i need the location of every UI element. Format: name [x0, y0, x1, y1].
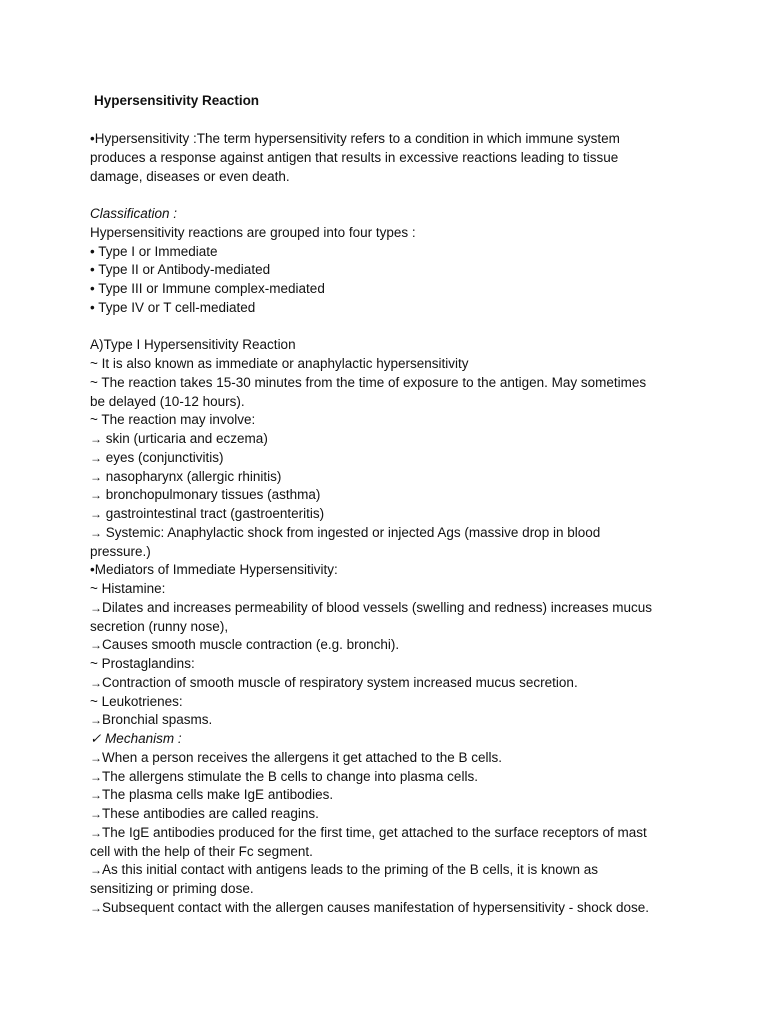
- arrow-icon: →: [90, 769, 102, 784]
- text-line: [90, 505, 690, 524]
- line-text: nasopharynx (allergic rhinitis): [102, 468, 282, 484]
- line-text: • Type III or Immune complex-mediated: [90, 281, 325, 296]
- line-text: • Type I or Immediate: [90, 243, 218, 259]
- line-text: be delayed (10-12 hours).: [90, 393, 245, 409]
- line-text: Hypersensitivity reactions are grouped into four types :: [90, 224, 416, 240]
- arrow-icon: →: [90, 807, 102, 821]
- arrow-icon: →: [90, 450, 102, 465]
- text-line: [90, 280, 690, 299]
- line-text: sensitizing or priming dose.: [90, 881, 254, 896]
- text-line: [90, 149, 690, 168]
- text-line: [90, 430, 690, 449]
- text-line: [90, 205, 690, 224]
- line-text: A)Type I Hypersensitivity Reaction: [90, 337, 296, 353]
- text-line: [90, 899, 690, 918]
- text-line: [90, 261, 690, 280]
- text-line: [90, 749, 690, 768]
- line-text: cell with the help of their Fc segment.: [90, 843, 313, 859]
- line-text: ~ It is also known as immediate or anaphylactic hypersensitivity: [90, 356, 469, 371]
- text-line: [90, 449, 690, 468]
- text-line: [90, 655, 690, 674]
- line-text: skin (urticaria and eczema): [102, 431, 268, 446]
- arrow-icon: →: [90, 507, 102, 521]
- line-text: The allergens stimulate the B cells to change into plasma cells.: [102, 768, 478, 784]
- text-line: [90, 486, 690, 505]
- line-text: damage, diseases or even death.: [90, 168, 290, 184]
- arrow-icon: →: [90, 713, 102, 728]
- text-line: [90, 580, 690, 599]
- line-text: Bronchial spasms.: [102, 712, 213, 728]
- text-line: [90, 168, 690, 187]
- line-text: These antibodies are called reagins.: [102, 806, 319, 821]
- arrow-icon: →: [90, 825, 102, 840]
- line-text: Dilates and increases permeability of blood vessels (swelling and redness) increases mucus: [102, 599, 653, 615]
- text-line: [90, 411, 690, 430]
- line-text: Contraction of smooth muscle of respiratory system increased mucus secretion.: [102, 674, 578, 690]
- line-text: ✓ Mechanism :: [90, 731, 182, 746]
- line-text: Subsequent contact with the allergen causes manifestation of hypersensitivity - shock dose.: [102, 899, 650, 915]
- arrow-icon: →: [90, 638, 102, 653]
- line-text: ~ The reaction may involve:: [90, 412, 256, 428]
- line-text: ~ Leukotrienes:: [90, 693, 183, 709]
- text-line: [90, 618, 690, 637]
- line-text: produces a response against antigen that results in excessive reactions leading to tissue: [90, 149, 619, 165]
- text-line: [90, 824, 690, 843]
- paragraph-gap: [90, 318, 690, 337]
- arrow-icon: →: [90, 750, 102, 765]
- text-line: [90, 711, 690, 730]
- text-line: [90, 543, 690, 562]
- arrow-icon: →: [90, 900, 102, 915]
- text-line: [90, 730, 690, 749]
- line-text: eyes (conjunctivitis): [102, 449, 224, 465]
- line-text: When a person receives the allergens it get attached to the B cells.: [102, 749, 502, 765]
- document-body: [90, 130, 690, 918]
- text-line: [90, 336, 690, 355]
- text-line: [90, 561, 690, 580]
- text-line: [90, 674, 690, 693]
- text-line: [90, 393, 690, 412]
- document-title: Hypersensitivity Reaction: [94, 93, 260, 108]
- line-text: pressure.): [90, 543, 151, 559]
- text-line: [90, 768, 690, 787]
- line-text: Classification :: [90, 206, 178, 221]
- text-line: [90, 224, 690, 243]
- arrow-icon: →: [90, 525, 102, 540]
- text-line: [90, 599, 690, 618]
- line-text: •Mediators of Immediate Hypersensitivity:: [90, 562, 338, 578]
- text-line: [90, 843, 690, 862]
- text-line: [90, 636, 690, 655]
- arrow-icon: →: [90, 469, 102, 484]
- arrow-icon: →: [90, 600, 102, 615]
- line-text: • Type II or Antibody-mediated: [90, 262, 271, 278]
- arrow-icon: →: [90, 788, 102, 803]
- text-line: [90, 861, 690, 880]
- line-text: bronchopulmonary tissues (asthma): [102, 487, 321, 503]
- text-line: [90, 243, 690, 262]
- line-text: ~ Prostaglandins:: [90, 656, 195, 671]
- line-text: As this initial contact with antigens leads to the priming of the B cells, it is known as: [102, 862, 598, 878]
- line-text: gastrointestinal tract (gastroenteritis): [102, 506, 325, 521]
- line-text: Causes smooth muscle contraction (e.g. bronchi).: [102, 637, 400, 653]
- line-text: The plasma cells make IgE antibodies.: [102, 787, 334, 803]
- line-text: Systemic: Anaphylactic shock from ingested or injected Ags (massive drop in blood: [102, 524, 601, 540]
- text-line: [90, 299, 690, 318]
- line-text: •Hypersensitivity :The term hypersensitivity refers to a condition in which immune system: [90, 131, 620, 146]
- paragraph-gap: [90, 186, 690, 205]
- arrow-icon: →: [90, 675, 102, 690]
- text-line: [90, 805, 690, 824]
- line-text: ~ The reaction takes 15-30 minutes from the time of exposure to the antigen. May sometimes: [90, 374, 647, 390]
- line-text: • Type IV or T cell-mediated: [90, 299, 256, 315]
- text-line: [90, 693, 690, 712]
- arrow-icon: →: [90, 432, 102, 446]
- arrow-icon: →: [90, 488, 102, 503]
- text-line: [90, 355, 690, 374]
- text-line: [90, 130, 690, 149]
- text-line: [90, 524, 690, 543]
- arrow-icon: →: [90, 863, 102, 878]
- text-line: [90, 468, 690, 487]
- line-text: secretion (runny nose),: [90, 618, 229, 634]
- text-line: [90, 374, 690, 393]
- text-line: [90, 880, 690, 899]
- text-line: [90, 786, 690, 805]
- line-text: The IgE antibodies produced for the first time, get attached to the surface receptors of mast: [102, 824, 647, 840]
- line-text: ~ Histamine:: [90, 581, 166, 596]
